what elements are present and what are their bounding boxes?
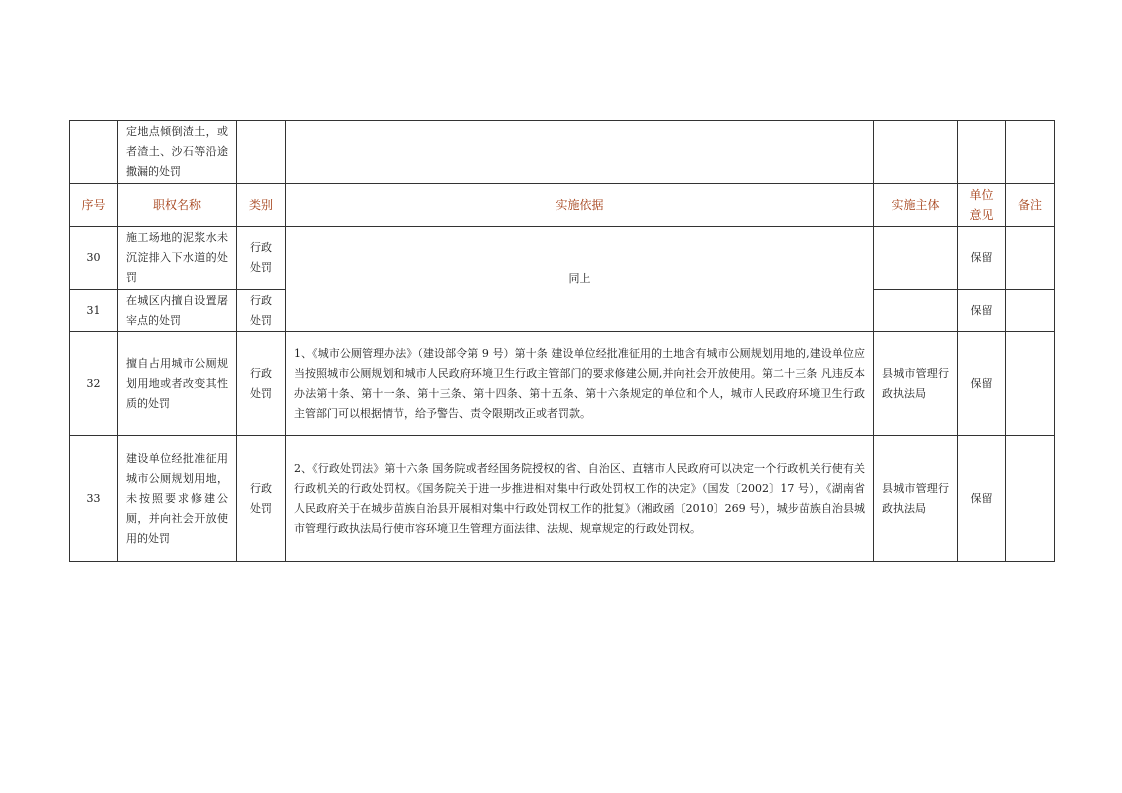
row-seq: 33 [70,436,118,562]
table-row [70,436,1055,562]
row-seq: 32 [70,332,118,436]
header-remark: 备注 [1006,184,1055,227]
cont-basis-cell [286,121,874,184]
row-subject [874,290,958,332]
powers-table [69,120,1055,562]
cont-subject-cell [874,121,958,184]
row-opinion: 保留 [958,227,1006,290]
header-name: 职权名称 [118,184,237,227]
row-opinion: 保留 [958,290,1006,332]
table-row [70,332,1055,436]
row-name: 建设单位经批准征用城市公厕规划用地，未按照要求修建公厕，并向社会开放使用的处罚 [118,436,237,562]
continuation-row [70,121,1055,184]
header-row [70,184,1055,227]
row-opinion: 保留 [958,332,1006,436]
header-seq: 序号 [70,184,118,227]
header-category: 类别 [237,184,286,227]
row-basis: 2、《行政处罚法》第十六条 国务院或者经国务院授权的省、自治区、直辖市人民政府可以决定一个行政机关行使有关行政机关的行政处罚权。《国务院关于进一步推进相对集中行政处罚权工作的决定》（国发〔2002〕17 号），《湖南省人民政府关于在城步苗族自治县开展相对集中行政处罚权工作的批复》（湘政函〔2010〕269 号），城步苗族自治县城市管理行政执法局行使市容环境卫生管理方面法律、法规、规章规定的行政处罚权。 [286,436,874,562]
row-name: 施工场地的泥浆水未沉淀排入下水道的处罚 [118,227,237,290]
header-basis: 实施依据 [286,184,874,227]
row-category: 行政处罚 [237,290,286,332]
cont-remark-cell [1006,121,1055,184]
row-subject: 县城市管理行政执法局 [874,436,958,562]
row-remark [1006,436,1055,562]
row-subject [874,227,958,290]
cont-category-cell [237,121,286,184]
row-subject: 县城市管理行政执法局 [874,332,958,436]
row-basis-same: 同上 [286,227,874,332]
cont-name-cell: 定地点倾倒渣土，或者渣土、沙石等沿途撒漏的处罚 [118,121,237,184]
row-remark [1006,332,1055,436]
header-opinion: 单位意见 [958,184,1006,227]
row-category: 行政处罚 [237,227,286,290]
row-category: 行政处罚 [237,332,286,436]
cont-opinion-cell [958,121,1006,184]
row-remark [1006,227,1055,290]
cont-seq-cell [70,121,118,184]
row-seq: 30 [70,227,118,290]
row-name: 擅自占用城市公厕规划用地或者改变其性质的处罚 [118,332,237,436]
header-subject: 实施主体 [874,184,958,227]
row-category: 行政处罚 [237,436,286,562]
row-seq: 31 [70,290,118,332]
row-opinion: 保留 [958,436,1006,562]
table-row [70,227,1055,290]
row-name: 在城区内擅自设置屠宰点的处罚 [118,290,237,332]
row-basis: 1、《城市公厕管理办法》（建设部令第 9 号）第十条 建设单位经批准征用的土地含有城市公厕规划用地的,建设单位应当按照城市公厕规划和城市人民政府环境卫生行政主管部门的要求修建公厕,并向社会开放使用。第二十三条 凡违反本办法第十条、第十一条、第十三条、第十四条、第十五条、第十六条规定的单位和个人，城市人民政府环境卫生行政主管部门可以根据情节，给予警告、责令限期改正或者罚款。 [286,332,874,436]
row-remark [1006,290,1055,332]
